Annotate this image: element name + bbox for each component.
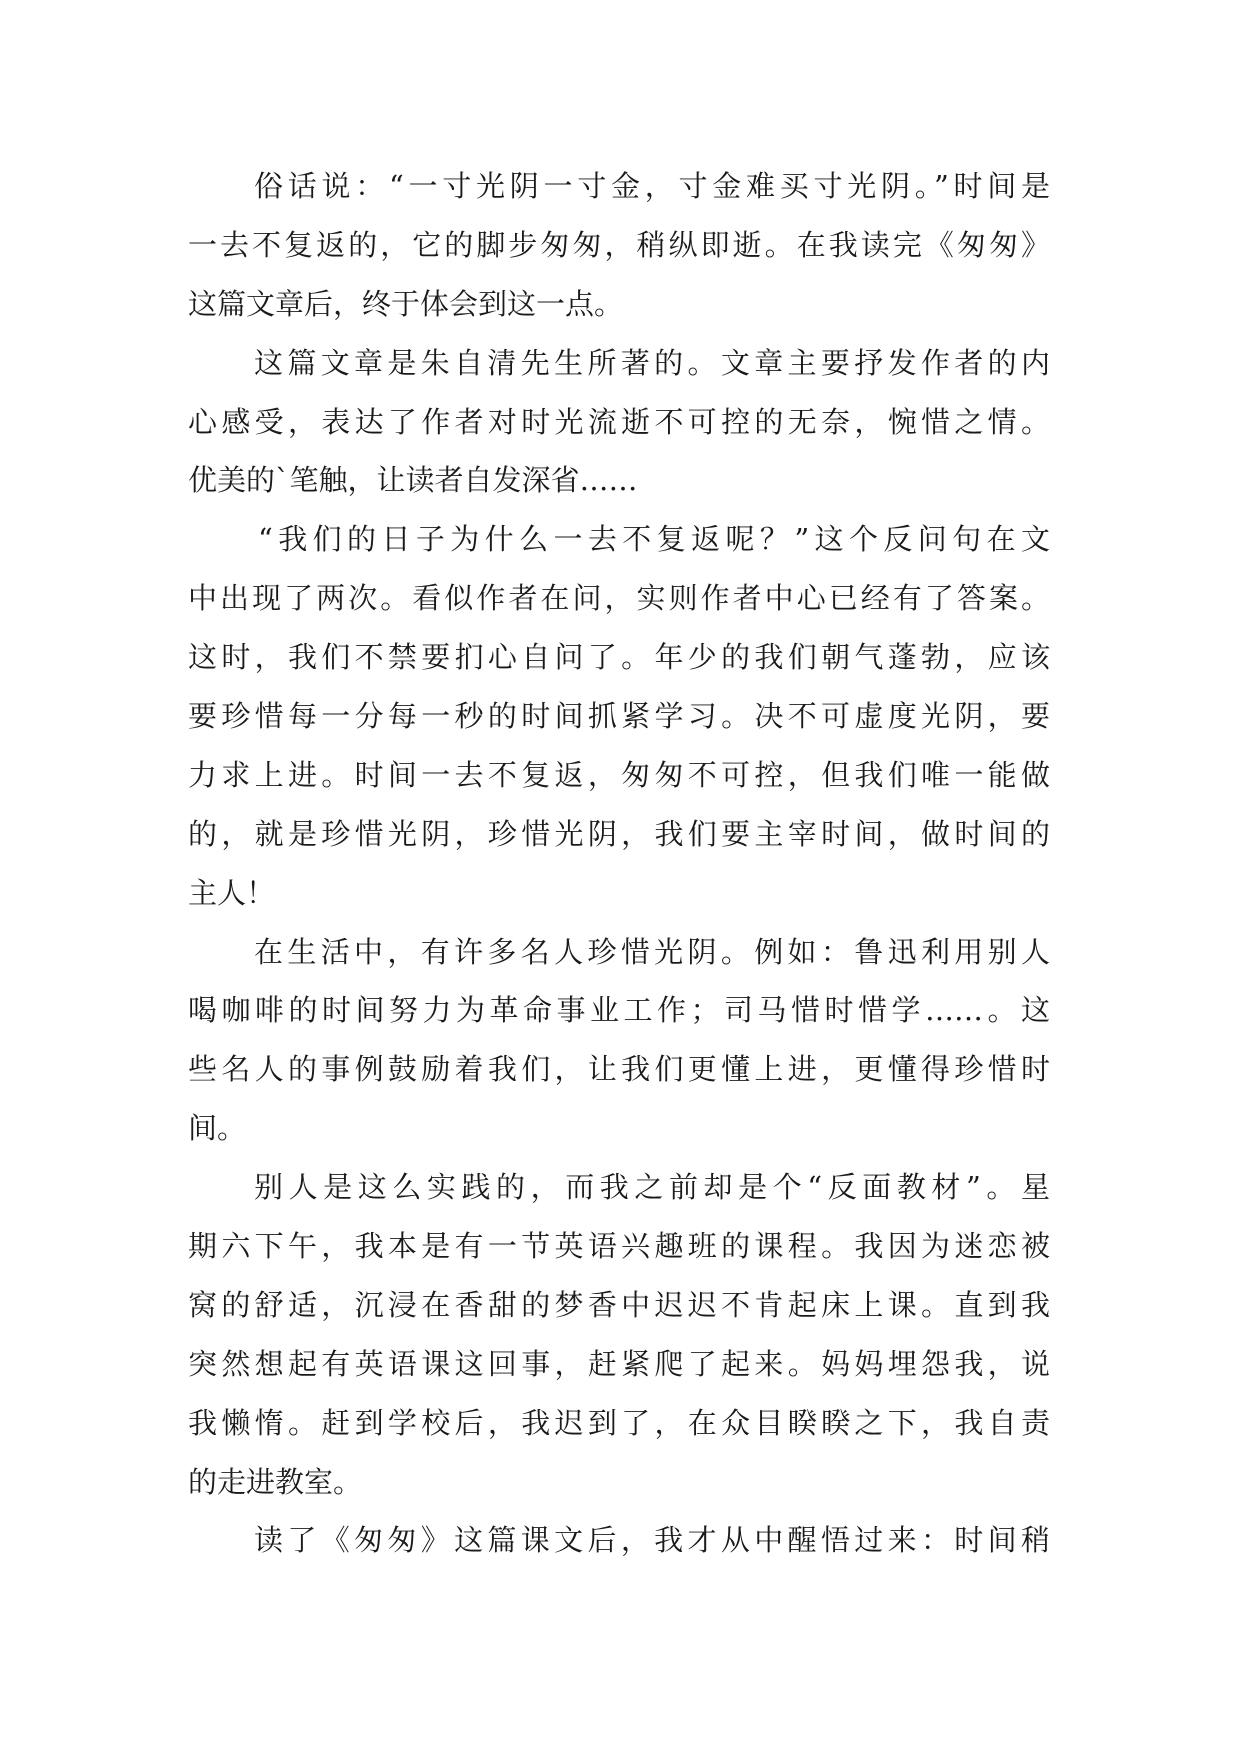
text-line: 这篇文章是朱自清先生所著的。文章主要抒发作者的内 [254, 345, 1050, 380]
text-line: 在生活中，有许多名人珍惜光阴。例如：鲁迅利用别人 [254, 934, 1050, 969]
text-line: 间。 [188, 1111, 247, 1146]
text-line: 喝咖啡的时间努力为革命事业工作；司马惜时惜学……。这 [188, 993, 1050, 1028]
text-line: 的，就是珍惜光阴，珍惜光阴，我们要主宰时间，做时间的 [188, 816, 1050, 851]
text-line: 别人是这么实践的，而我之前却是个“反面教材”。星 [254, 1170, 1050, 1205]
text-line: 的走进教室。 [188, 1464, 363, 1499]
text-line: 期六下午，我本是有一节英语兴趣班的课程。我因为迷恋被 [188, 1229, 1050, 1264]
text-line: 这时，我们不禁要扪心自问了。年少的我们朝气蓬勃，应该 [188, 640, 1050, 675]
text-line: “我们的日子为什么一去不复返呢？”这个反问句在文 [258, 522, 1050, 557]
text-line: 读了《匆匆》这篇课文后，我才从中醒悟过来：时间稍 [254, 1523, 1050, 1558]
text-line: 些名人的事例鼓励着我们，让我们更懂上进，更懂得珍惜时 [188, 1052, 1050, 1087]
text-line: 优美的`笔触，让读者自发深省…… [188, 463, 638, 498]
text-line: 中出现了两次。看似作者在问，实则作者中心已经有了答案。 [188, 581, 1050, 616]
text-line: 我懒惰。赶到学校后，我迟到了，在众目睽睽之下，我自责 [188, 1405, 1050, 1440]
text-line: 窝的舒适，沉浸在香甜的梦香中迟迟不肯起床上课。直到我 [188, 1287, 1050, 1322]
text-line: 俗话说：“一寸光阴一寸金，寸金难买寸光阴。”时间是 [254, 169, 1050, 203]
text-line: 要珍惜每一分每一秒的时间抓紧学习。决不可虚度光阴，要 [188, 699, 1050, 734]
text-line: 突然想起有英语课这回事，赶紧爬了起来。妈妈埋怨我，说 [188, 1346, 1050, 1381]
text-line: 心感受，表达了作者对时光流逝不可控的无奈，惋惜之情。 [188, 404, 1050, 439]
document-body [188, 157, 1050, 1570]
text-line: 这篇文章后，终于体会到这一点。 [188, 286, 624, 321]
text-line: 一去不复返的，它的脚步匆匆，稍纵即逝。在我读完《匆匆》 [188, 227, 1050, 262]
text-line: 力求上进。时间一去不复返，匆匆不可控，但我们唯一能做 [188, 757, 1050, 792]
text-line: 主人！ [188, 875, 276, 910]
